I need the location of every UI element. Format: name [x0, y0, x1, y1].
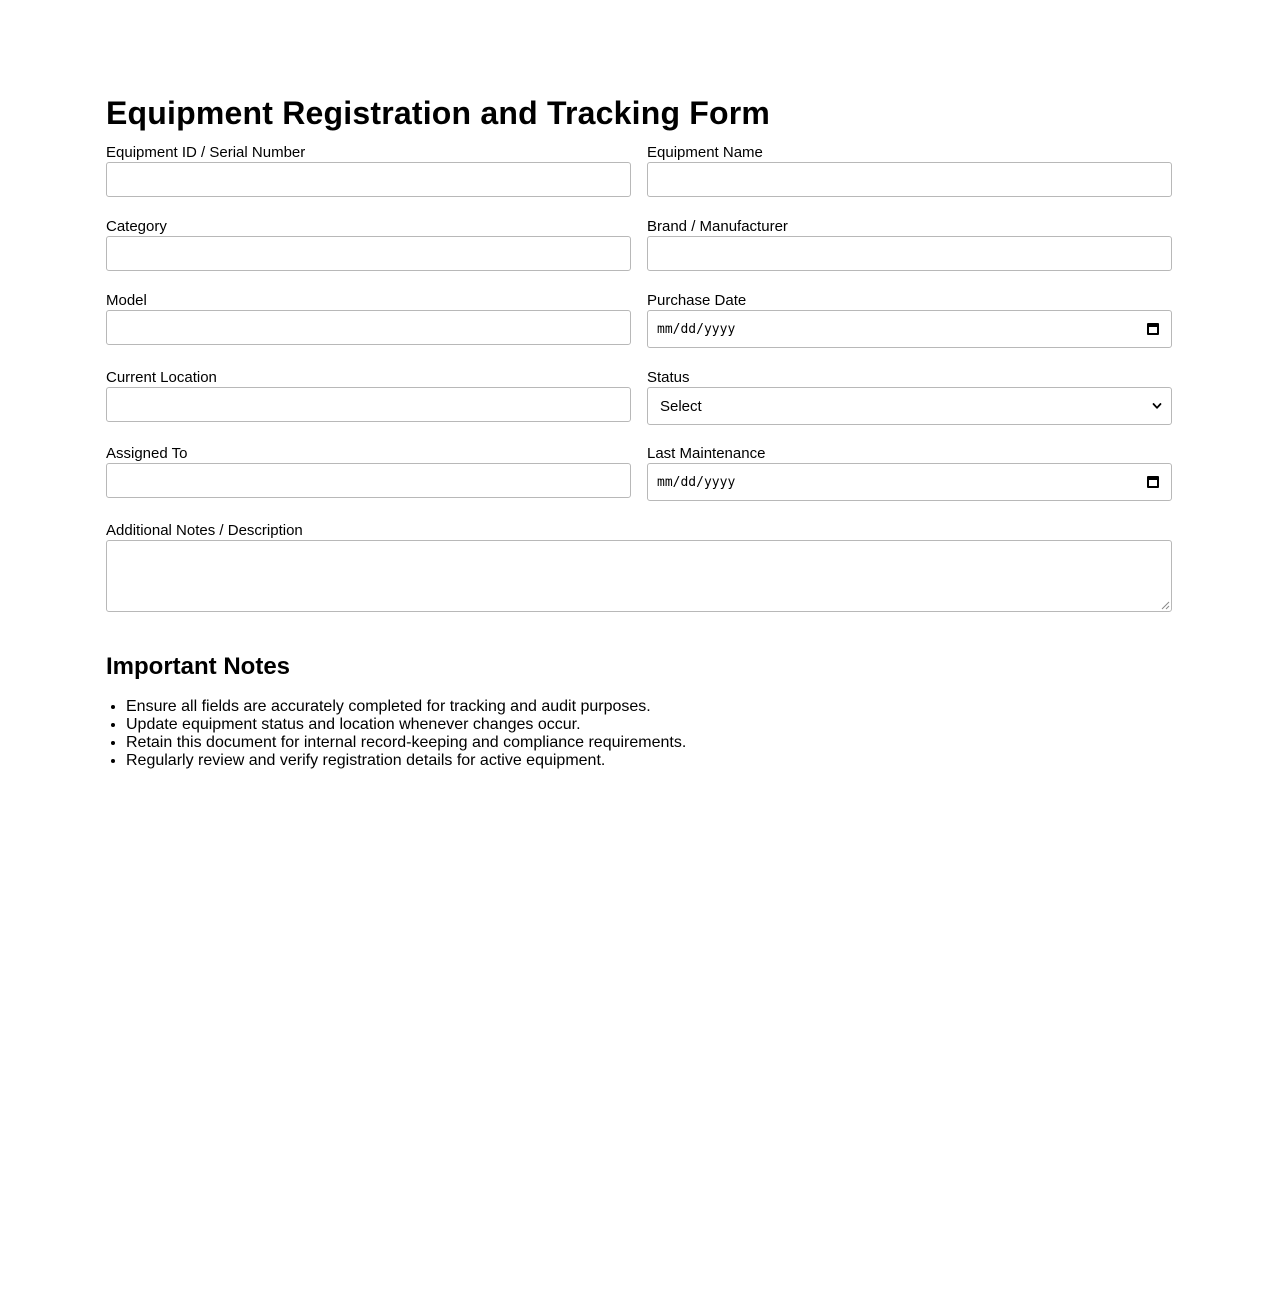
- model-label: Model: [106, 292, 147, 309]
- purchase-date-label: Purchase Date: [647, 292, 747, 309]
- assigned-to-label: Assigned To: [106, 445, 188, 462]
- field-additional-notes: [106, 522, 1172, 540]
- brand-label: Brand / Manufacturer: [647, 218, 788, 235]
- field-status: [647, 369, 1172, 415]
- calendar-icon[interactable]: [1147, 323, 1159, 335]
- equipment-id-label: Equipment ID / Serial Number: [106, 144, 306, 161]
- current-location-label: Current Location: [106, 369, 217, 386]
- last-maintenance-label: Last Maintenance: [647, 445, 766, 462]
- status-selected-value: Select: [660, 398, 702, 415]
- calendar-icon[interactable]: [1147, 476, 1159, 488]
- field-equipment-id: [106, 144, 631, 162]
- chevron-down-icon: [1152, 401, 1162, 411]
- list-item: • Update equipment status and location whenever changes occur.: [126, 716, 686, 734]
- additional-notes-label: Additional Notes / Description: [106, 522, 303, 539]
- equipment-name-input[interactable]: [647, 162, 1172, 197]
- status-label: Status: [647, 369, 690, 386]
- equipment-id-input[interactable]: [106, 162, 631, 197]
- list-item: • Regularly review and verify registration details for active equipment.: [126, 752, 686, 770]
- list-item: • Retain this document for internal record-keeping and compliance requirements.: [126, 734, 686, 752]
- field-category: [106, 218, 631, 236]
- equipment-name-label: Equipment Name: [647, 144, 763, 161]
- list-item: • Ensure all fields are accurately completed for tracking and audit purposes.: [126, 698, 686, 716]
- field-assigned-to: [106, 445, 631, 463]
- important-notes-list: [106, 698, 686, 770]
- last-maintenance-input[interactable]: [647, 463, 1172, 501]
- field-last-maintenance: [647, 445, 1172, 490]
- purchase-date-input[interactable]: [647, 310, 1172, 348]
- field-equipment-name: [647, 144, 1172, 162]
- additional-notes-textarea[interactable]: [106, 540, 1172, 612]
- assigned-to-input[interactable]: [106, 463, 631, 498]
- purchase-date-placeholder: mm/dd/yyyy: [657, 322, 736, 337]
- category-input[interactable]: [106, 236, 631, 271]
- field-current-location: [106, 369, 631, 387]
- page-title: Equipment Registration and Tracking Form: [106, 95, 771, 131]
- current-location-input[interactable]: [106, 387, 631, 422]
- status-select[interactable]: [647, 387, 1172, 425]
- last-maintenance-placeholder: mm/dd/yyyy: [657, 475, 736, 490]
- field-brand: [647, 218, 1172, 236]
- brand-input[interactable]: [647, 236, 1172, 271]
- field-purchase-date: [647, 292, 1172, 337]
- resize-grip-icon[interactable]: [1161, 601, 1170, 610]
- model-input[interactable]: [106, 310, 631, 345]
- important-notes-heading: Important Notes: [106, 653, 291, 680]
- category-label: Category: [106, 218, 167, 235]
- field-model: [106, 292, 631, 310]
